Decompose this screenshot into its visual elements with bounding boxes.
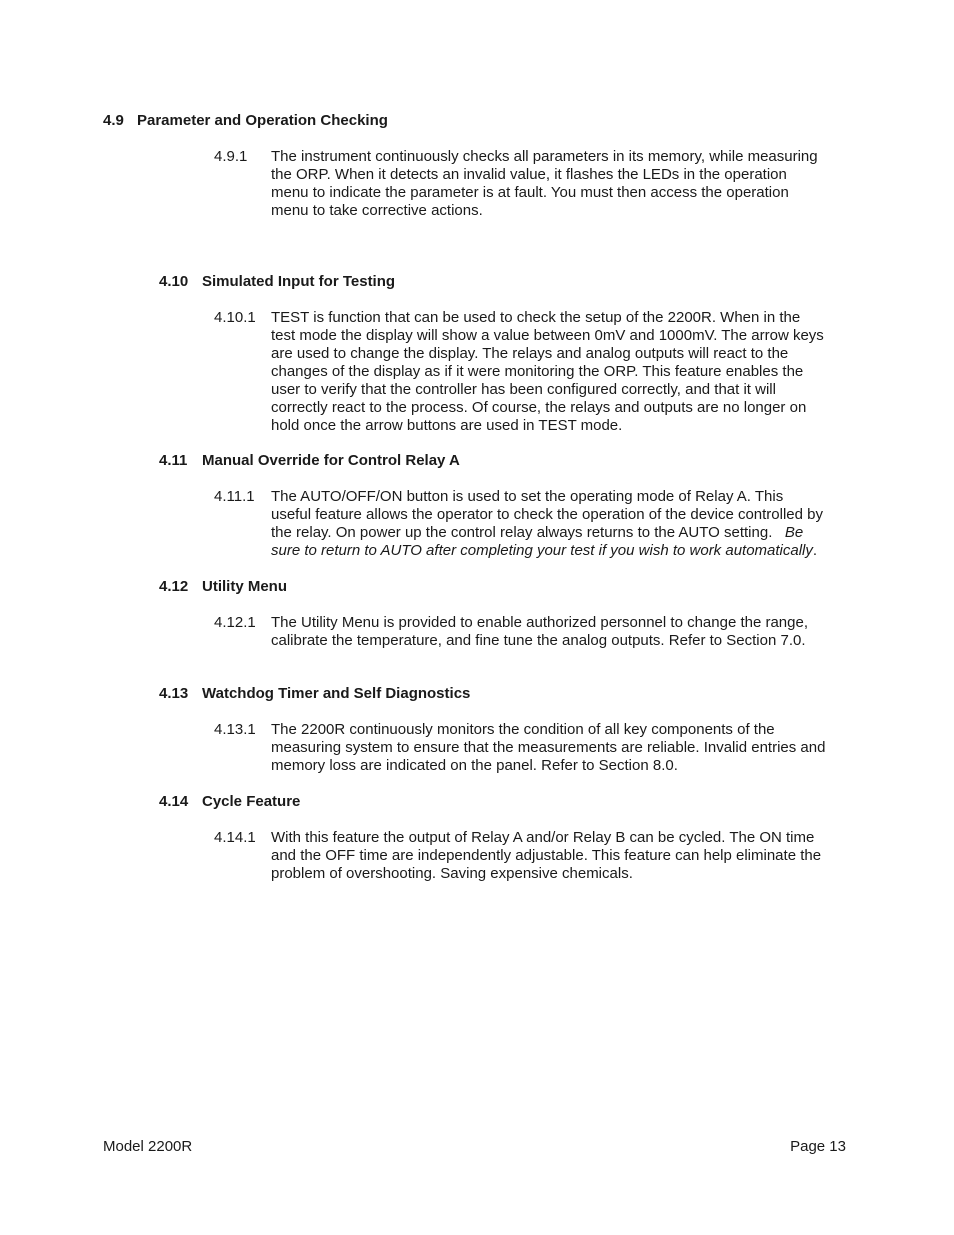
text-line: The Utility Menu is provided to enable authorized personnel to change the range, [271,614,809,631]
text-line: and the OFF time are independently adjustable. This feature can help eliminate the [271,847,822,864]
text-line: correctly react to the process. Of course, the relays and outputs are no longer on [271,399,807,416]
paragraph-number: 4.12.1 [214,614,256,631]
section-title: Simulated Input for Testing [202,273,396,290]
text-line: TEST is function that can be used to check the setup of the 2200R. When in the [271,309,801,326]
paragraph-number: 4.14.1 [214,829,256,846]
text-line [271,542,851,560]
italic-run: sure to return to AUTO after completing your test if you wish to work automatically [271,542,813,559]
paragraph-number: 4.9.1 [214,148,248,165]
paragraph-text [271,614,851,650]
text-line: hold once the arrow buttons are used in TEST mode. [271,417,623,434]
paragraph-text [271,488,851,560]
section-heading-4-10 [159,273,395,291]
italic-run: Be [784,524,804,541]
section-number: 4.14 [159,793,189,810]
footer-model-label: Model 2200R [103,1138,193,1155]
section-number: 4.13 [159,685,189,702]
footer-page-number: Page 13 [790,1138,846,1155]
section-title: Manual Override for Control Relay A [202,452,460,469]
paragraph-number: 4.11.1 [214,488,255,505]
section-heading-4-13 [159,685,470,703]
section-title: Utility Menu [202,578,287,595]
text-line: test mode the display will show a value between 0mV and 1000mV. The arrow keys [271,327,824,344]
paragraph-text [271,829,851,883]
section-number: 4.12 [159,578,189,595]
section-title: Cycle Feature [202,793,301,810]
text-line: calibrate the temperature, and fine tune the analog outputs. Refer to Section 7.0. [271,632,806,649]
text-line: menu to take corrective actions. [271,202,483,219]
section-title: Parameter and Operation Checking [137,112,388,129]
paragraph-text [271,721,851,775]
text-line: measuring system to ensure that the measurements are reliable. Invalid entries and [271,739,826,756]
text-line: user to verify that the controller has been configured correctly, and that it will [271,381,776,398]
paragraph-text [271,309,851,435]
section-title: Watchdog Timer and Self Diagnostics [202,685,471,702]
text-line: The AUTO/OFF/ON button is used to set the operating mode of Relay A. This [271,488,784,505]
paragraph-number: 4.10.1 [214,309,256,326]
section-heading-4-12 [159,578,287,596]
text-line: are used to change the display. The relays and analog outputs will react to the [271,345,789,362]
text-line [271,524,851,542]
text-line: changes of the display as if it were monitoring the ORP. This feature enables the [271,363,804,380]
text-line: menu to indicate the parameter is at fault. You must then access the operation [271,184,789,201]
paragraph-text [271,148,851,220]
text-line: the ORP. When it detects an invalid value, it flashes the LEDs in the operation [271,166,787,183]
text-line: useful feature allows the operator to check the operation of the device controlled by [271,506,824,523]
section-heading-4-9 [103,112,388,130]
text-line: With this feature the output of Relay A and/or Relay B can be cycled. The ON time [271,829,815,846]
text-run: . [812,542,818,559]
text-line: memory loss are indicated on the panel. Refer to Section 8.0. [271,757,678,774]
text-line: The instrument continuously checks all parameters in its memory, while measuring [271,148,818,165]
text-line: The 2200R continuously monitors the condition of all key components of the [271,721,775,738]
section-heading-4-14 [159,793,300,811]
paragraph-number: 4.13.1 [214,721,256,738]
text-run: the relay. On power up the control relay always returns to the AUTO setting. [271,524,773,541]
section-number: 4.9 [103,112,124,129]
text-line: problem of overshooting. Saving expensive chemicals. [271,865,633,882]
section-heading-4-11 [159,452,460,470]
section-number: 4.10 [159,273,189,290]
section-number: 4.11 [159,452,188,469]
